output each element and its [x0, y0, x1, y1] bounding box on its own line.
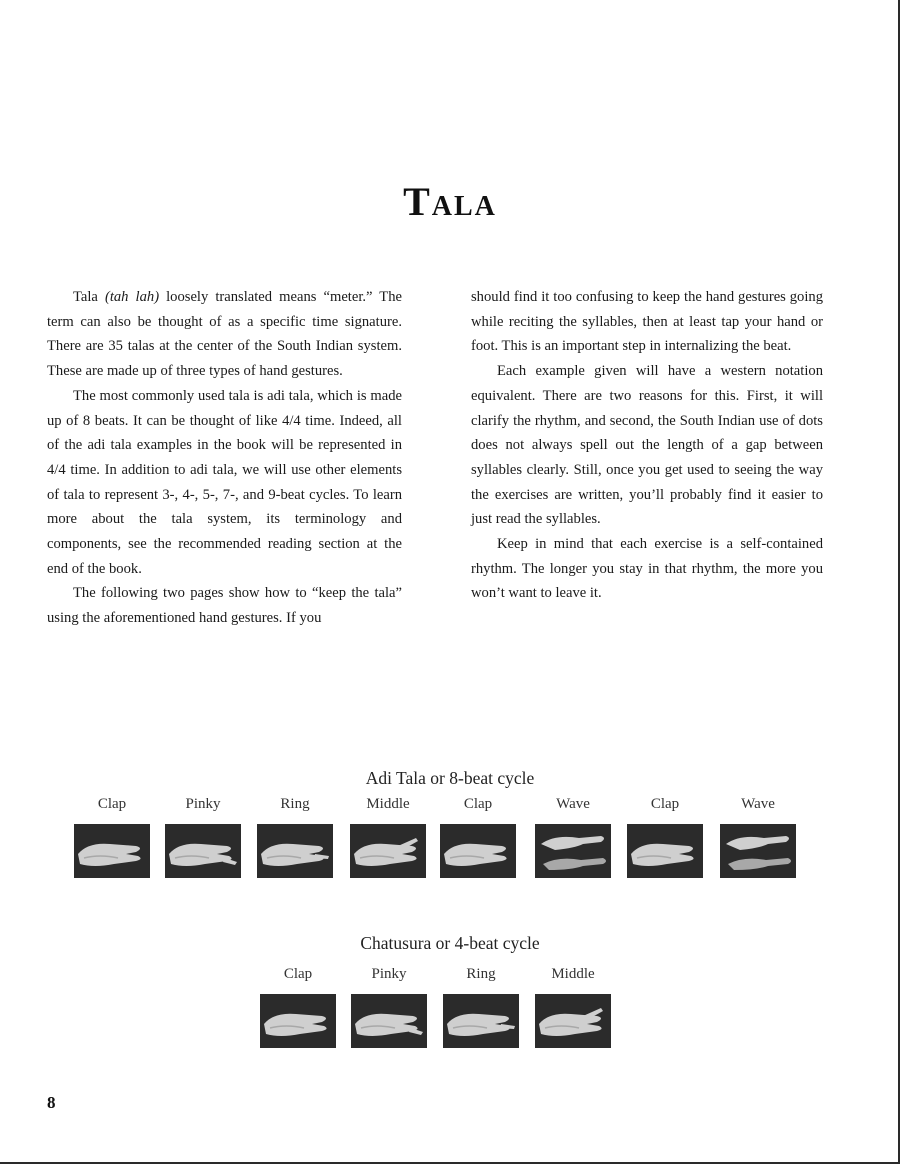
hand-gesture-photo	[443, 994, 519, 1048]
hand-gesture-photo	[535, 824, 611, 878]
gesture-label: Clap	[283, 966, 313, 982]
hand-gesture-photo	[257, 824, 333, 878]
hand-gesture-photo	[535, 994, 611, 1048]
gesture-label: Wave	[556, 796, 590, 812]
gesture-middle	[533, 964, 613, 1048]
gesture-wave	[533, 794, 613, 878]
gesture-label: Ring	[466, 966, 496, 982]
hand-gesture-photo	[260, 994, 336, 1048]
page-number: 8	[47, 1093, 56, 1112]
gesture-label: Pinky	[371, 966, 407, 982]
paragraph-western-notation: Each example given will have a western notation equivalent. There are two reasons for this. First, it will clarify the rhythm, and second, the South Indian use of dots does not always spell out the length of a gap between syllables clearly. Still, once you get used to seeing the way the exercises are written, you’ll probably find it easier to just read the syllables.	[471, 363, 823, 528]
gesture-wave	[718, 794, 798, 878]
text-column-left	[47, 285, 402, 631]
gesture-label: Clap	[650, 796, 680, 812]
paragraph-keep-tala-continued: should find it too confusing to keep the hand gestures going while reciting the syllables, then at least tap your hand or foot. This is an important step in internalizing the beat.	[471, 289, 823, 355]
gesture-pinky	[163, 794, 243, 878]
hand-gesture-photo	[440, 824, 516, 878]
gesture-label: Clap	[463, 796, 493, 812]
chatusura-title: Chatusura or 4-beat cycle	[360, 933, 540, 953]
gesture-middle	[348, 794, 428, 878]
adi-tala-title: Adi Tala or 8-beat cycle	[365, 768, 535, 788]
hand-gesture-photo	[627, 824, 703, 878]
gesture-label: Wave	[741, 796, 775, 812]
hand-gesture-photo	[74, 824, 150, 878]
gesture-label: Middle	[551, 966, 595, 982]
text-span: Tala	[73, 289, 105, 305]
paragraph-self-contained: Keep in mind that each exercise is a self-contained rhythm. The longer you stay in that rhythm, the more you won’t want to leave it.	[471, 536, 823, 602]
gesture-ring	[441, 964, 521, 1048]
gesture-clap	[438, 794, 518, 878]
hand-gesture-photo	[351, 994, 427, 1048]
gesture-clap	[72, 794, 152, 878]
gesture-label: Clap	[97, 796, 127, 812]
hand-gesture-photo	[720, 824, 796, 878]
paragraph-keep-tala: The following two pages show how to “keep the tala” using the aforementioned hand gestures. If you	[47, 585, 402, 627]
text-span: loosely translated means “meter.” The term can also be thought of as a specific time signature. There are 35 talas at the center of the South Indian system. These are made up of three types of hand gestures.	[47, 289, 402, 380]
gesture-pinky	[349, 964, 429, 1048]
paragraph-adi-tala: The most commonly used tala is adi tala, which is made up of 8 beats. It can be thought of like 4/4 time. Indeed, all of the adi tala examples in the book will be represented in 4/4 time. In addition to adi tala, we will use other elements of tala to represent 3-, 4-, 5-, 7-, and 9-beat cycles. To learn more about the tala system, its terminology and components, see the recommended reading section at the end of the book.	[47, 387, 402, 577]
gesture-clap	[625, 794, 705, 878]
gesture-label: Ring	[280, 796, 310, 812]
hand-gesture-photo	[165, 824, 241, 878]
pronunciation: (tah lah)	[104, 289, 160, 305]
gesture-clap	[258, 964, 338, 1048]
gesture-ring	[255, 794, 335, 878]
paragraph-intro	[47, 285, 402, 384]
gesture-label: Pinky	[185, 796, 221, 812]
gesture-label: Middle	[366, 796, 410, 812]
text-column-right	[471, 285, 823, 606]
hand-gesture-photo	[350, 824, 426, 878]
page-title: Tala	[403, 179, 497, 224]
